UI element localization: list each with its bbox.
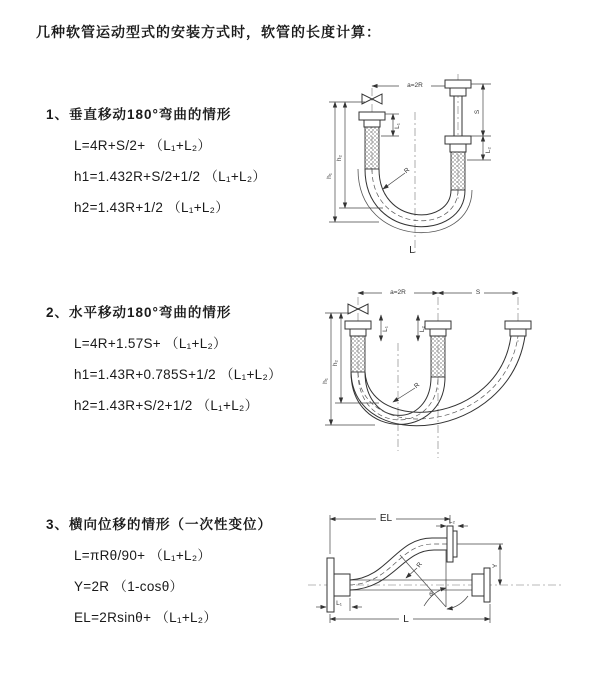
dim-label-h2: h₂ — [332, 359, 339, 367]
dimension-a2r — [358, 287, 438, 296]
radius-label: R — [412, 381, 422, 391]
dimension-el — [330, 511, 450, 554]
section2-formula-L: L=4R+1.57S+ （L₁+L₂） — [74, 336, 227, 351]
radius-label: R — [402, 166, 412, 176]
dim-label-l2: L₂ — [419, 325, 426, 333]
dim-label-el: EL — [379, 513, 393, 524]
dimension-l1 — [381, 315, 389, 341]
angle-construction — [400, 550, 468, 609]
diagram-lateral-displacement — [300, 500, 600, 665]
section2-heading: 2、水平移动180°弯曲的情形 — [46, 305, 232, 320]
dimension-s — [471, 84, 491, 136]
dim-label-l1: L₁ — [382, 326, 389, 332]
section3-heading: 3、横向位移的情形（一次性变位） — [46, 517, 273, 532]
dim-label-s: S — [475, 289, 481, 296]
dim-label-a2r: a=2R — [390, 289, 406, 296]
dim-label-l1: L₁ — [394, 123, 401, 129]
section-vertical-180 — [46, 103, 266, 216]
dim-label-l: L — [403, 614, 409, 625]
dim-label-y: Y — [492, 563, 499, 569]
dimension-h1 — [322, 313, 375, 425]
dim-label-h2: h₂ — [336, 154, 343, 162]
left-hose-end — [359, 112, 385, 169]
dimension-l1 — [316, 598, 362, 611]
page-title: 几种软管运动型式的安装方式时，软管的长度计算： — [36, 24, 381, 40]
section2-formula-h1: h1=1.43R+0.785S+1/2 （L₁+L₂） — [74, 367, 282, 382]
dim-label-h1: h₁ — [322, 378, 329, 384]
section3-formula-Y: Y=2R （1-cosθ） — [74, 579, 184, 594]
section1-heading: 1、垂直移动180°弯曲的情形 — [46, 107, 232, 122]
section1-formula-h2: h2=1.43R+1/2 （L₁+L₂） — [74, 200, 230, 215]
right-hose-end — [505, 321, 531, 336]
diagram-horizontal-180 — [313, 283, 598, 463]
section1-formula-L: L=4R+S/2+ （L₁+L₂） — [74, 138, 212, 153]
radius-leader — [393, 381, 421, 402]
diagram-vertical-180 — [315, 72, 595, 257]
dim-label-l1: L₁ — [336, 600, 342, 607]
section2-formula-h2: h2=1.43R+S/2+1/2 （L₁+L₂） — [74, 398, 259, 413]
s-curve-hose — [350, 538, 450, 590]
displaced-hose-end — [447, 526, 457, 562]
middle-hose-end — [425, 321, 451, 377]
section3-formula-L: L=πRθ/90+ （L₁+L₂） — [74, 548, 212, 563]
dimension-l2 — [418, 315, 426, 341]
radius-leader — [383, 166, 411, 189]
section-lateral-displacement — [46, 513, 272, 626]
angle-label: θ — [429, 591, 433, 598]
left-hose-end — [345, 321, 371, 372]
section3-formula-EL: EL=2Rsinθ+ （L₁+L₂） — [74, 610, 218, 625]
dim-label-s: S — [474, 109, 481, 115]
dimension-s — [438, 287, 518, 296]
centerlines — [372, 74, 458, 254]
valve-icon — [348, 304, 368, 314]
section1-formula-h1: h1=1.432R+S/2+1/2 （L₁+L₂） — [74, 169, 267, 184]
section-horizontal-180 — [46, 301, 282, 414]
radius-leader — [406, 561, 424, 578]
dim-label-l2: L₂ — [448, 518, 456, 525]
radius-label: R — [415, 561, 424, 570]
length-label: L — [409, 245, 415, 256]
dim-label-a2r: a=2R — [407, 82, 423, 89]
dim-label-l2: L₂ — [485, 146, 492, 154]
dim-label-h1: h₁ — [326, 173, 333, 179]
